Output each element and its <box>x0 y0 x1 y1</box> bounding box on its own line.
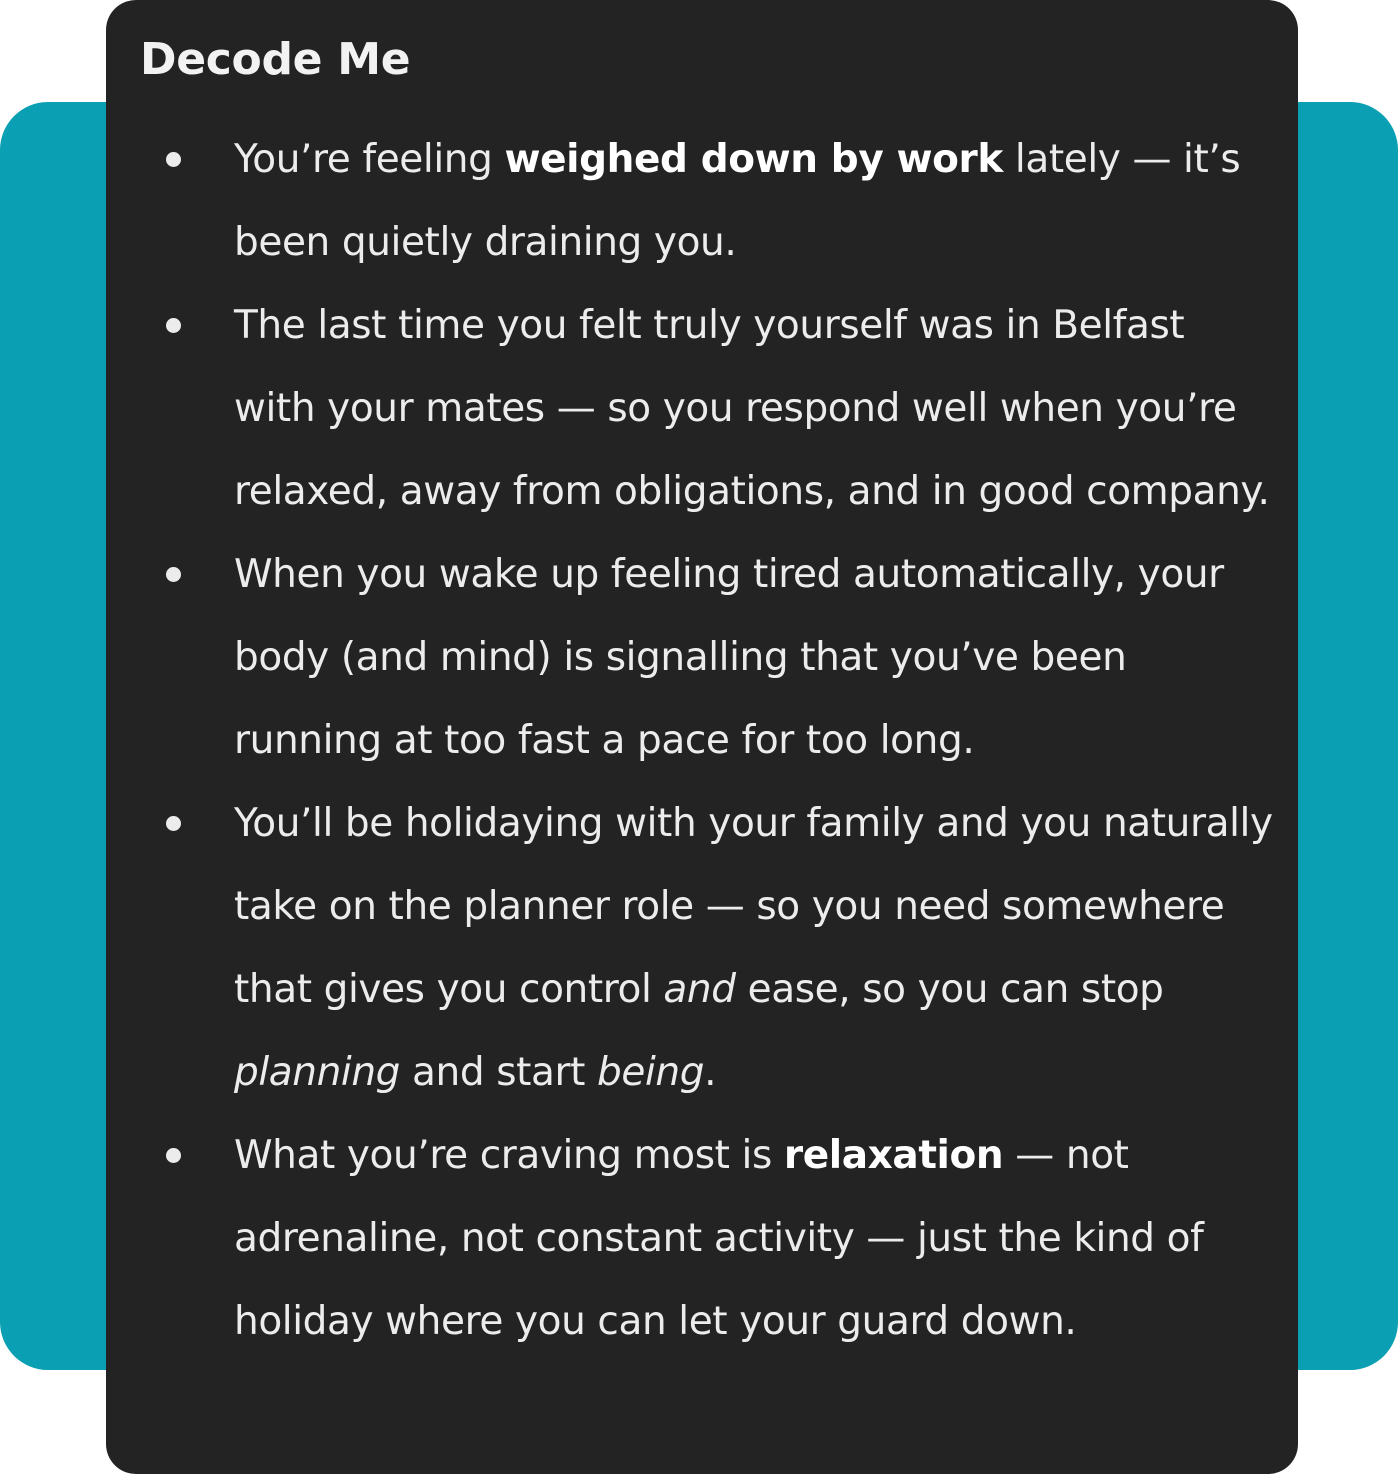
bullet-dot-icon <box>166 567 181 582</box>
bullet-dot-icon <box>166 1148 181 1163</box>
insight-item <box>106 533 1298 782</box>
italic-segment: and <box>663 967 736 1012</box>
text-segment: The last time you felt truly yourself was in Belfast with your mates — so you respond well when you’re relaxed, away from obligations, and in good company. <box>234 303 1270 514</box>
bold-segment: weighed down by work <box>504 137 1003 182</box>
insight-item <box>106 1114 1298 1363</box>
insight-item <box>106 118 1298 284</box>
decode-me-card <box>106 0 1298 1474</box>
text-segment: You’ll be holidaying with your family and you naturally take on the planner role — so you need somewhere that gives you control <box>234 801 1273 1012</box>
text-segment: . <box>704 1050 717 1095</box>
bullet-dot-icon <box>166 152 181 167</box>
insight-list <box>106 118 1298 1363</box>
bullet-dot-icon <box>166 318 181 333</box>
text-segment: lately — it’s been quietly draining you. <box>234 137 1241 265</box>
insight-text <box>234 552 1224 763</box>
insight-text <box>234 1133 1203 1344</box>
card-title: Decode Me <box>140 34 411 85</box>
italic-segment: being <box>597 1050 705 1095</box>
insight-text <box>234 801 1273 1095</box>
text-segment: When you wake up feeling tired automatically, your body (and mind) is signalling that you’ve been running at too fast a pace for too long. <box>234 552 1224 763</box>
text-segment: What you’re craving most is <box>234 1133 784 1178</box>
insight-text <box>234 303 1270 514</box>
italic-segment: planning <box>234 1050 401 1095</box>
bold-segment: relaxation <box>783 1133 1004 1178</box>
bullet-dot-icon <box>166 816 181 831</box>
insight-text <box>234 137 1240 265</box>
text-segment: — not adrenaline, not constant activity — just the kind of holiday where you can let your guard down. <box>234 1133 1204 1344</box>
text-segment: ease, so you can stop <box>735 967 1164 1012</box>
text-segment: and start <box>400 1050 598 1095</box>
text-segment: You’re feeling <box>234 137 505 182</box>
insight-item <box>106 782 1298 1114</box>
insight-item <box>106 284 1298 533</box>
